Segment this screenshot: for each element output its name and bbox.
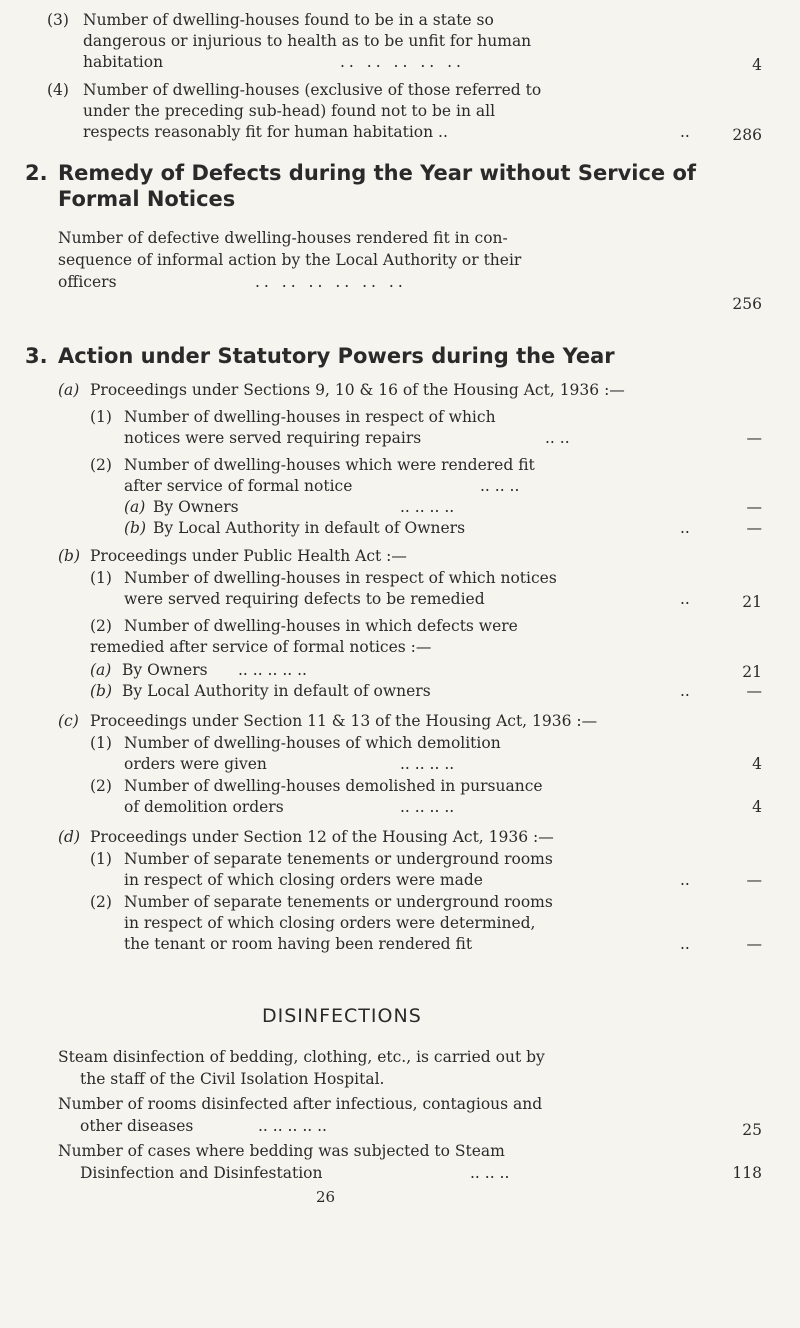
subitem-text: By Owners	[122, 661, 208, 679]
subitem-key: (b)	[124, 519, 147, 537]
leader-dots: .. .. .. .. ..	[340, 53, 465, 71]
subitem-key: (a)	[124, 498, 146, 516]
subitem-value: —	[746, 682, 762, 700]
item-text: respects reasonably fit for human habitation ..	[83, 123, 448, 141]
leader-dots: .. .. .. .. ..	[238, 661, 307, 679]
subitem-value: 21	[742, 663, 762, 681]
section-heading: Formal Notices	[58, 187, 236, 211]
item-number: (4)	[47, 81, 69, 99]
item-text: remedied after service of formal notices :—	[90, 638, 432, 656]
subsection-heading: Proceedings under Section 11 & 13 of the Housing Act, 1936 :—	[90, 712, 598, 730]
item-text: in respect of which closing orders were determined,	[124, 914, 536, 932]
section-number: 2.	[25, 161, 48, 185]
item-text: Number of separate tenements or underground rooms	[124, 893, 553, 911]
paragraph-text: Disinfection and Disinfestation	[80, 1164, 323, 1182]
leader-dots: ..	[680, 590, 690, 608]
subitem-key: (a)	[90, 661, 112, 679]
item-text: Number of dwelling-houses in respect of which	[124, 408, 496, 426]
disinfection-value: 25	[742, 1121, 762, 1139]
item-text: notices were served requiring repairs	[124, 429, 422, 447]
paragraph-text: the staff of the Civil Isolation Hospital.	[80, 1070, 385, 1088]
item-text: Number of dwelling-houses in respect of which notices	[124, 569, 557, 587]
leader-dots: .. .. .. .. .. ..	[255, 273, 407, 291]
subsection-heading: Proceedings under Section 12 of the Housing Act, 1936 :—	[90, 828, 554, 846]
section-number: 3.	[25, 344, 48, 368]
item-value: 4	[752, 755, 762, 773]
item-text: Number of dwelling-houses in which defects were	[124, 617, 518, 635]
subitem-text: By Local Authority in default of owners	[122, 682, 431, 700]
item-value: —	[746, 871, 762, 889]
item-value: —	[746, 429, 762, 447]
item-number: (3)	[47, 11, 69, 29]
item-text: after service of formal notice	[124, 477, 353, 495]
leader-dots: ..	[680, 935, 690, 953]
item-text: were served requiring defects to be remedied	[124, 590, 485, 608]
section-text: sequence of informal action by the Local Authority or their	[58, 251, 522, 269]
item-text: Number of separate tenements or underground rooms	[124, 850, 553, 868]
item-number: (2)	[90, 456, 112, 474]
paragraph-text: Steam disinfection of bedding, clothing, etc., is carried out by	[58, 1048, 545, 1066]
item-value: —	[746, 935, 762, 953]
paragraph-text: other diseases	[80, 1117, 194, 1135]
item-text: dangerous or injurious to health as to be unfit for human	[83, 32, 532, 50]
subsection-key: (a)	[58, 381, 80, 399]
leader-dots: .. .. .. ..	[400, 798, 455, 816]
item-text: habitation	[83, 53, 164, 71]
item-text: Number of dwelling-houses demolished in pursuance	[124, 777, 543, 795]
section-heading: Action under Statutory Powers during the Year	[58, 344, 615, 368]
leader-dots: .. .. ..	[470, 1164, 510, 1182]
disinfections-heading: DISINFECTIONS	[262, 1005, 422, 1027]
leader-dots: ..	[680, 519, 690, 537]
item-value: 4	[752, 798, 762, 816]
item-text: Number of dwelling-houses of which demolition	[124, 734, 501, 752]
subsection-heading: Proceedings under Sections 9, 10 & 16 of the Housing Act, 1936 :—	[90, 381, 625, 399]
leader-dots: .. .. .. ..	[400, 755, 455, 773]
leader-dots: .. .. .. .. ..	[258, 1117, 327, 1135]
paragraph-text: Number of rooms disinfected after infectious, contagious and	[58, 1095, 543, 1113]
subsection-key: (b)	[58, 547, 81, 565]
subsection-key: (c)	[58, 712, 79, 730]
item-text: under the preceding sub-head) found not to be in all	[83, 102, 496, 120]
item-number: (2)	[90, 617, 112, 635]
leader-dots: .. .. ..	[480, 477, 520, 495]
item-text: Number of dwelling-houses found to be in a state so	[83, 11, 494, 29]
item-number: (1)	[90, 850, 112, 868]
item-value: 4	[752, 56, 762, 74]
subitem-value: —	[746, 519, 762, 537]
item-number: (1)	[90, 569, 112, 587]
subitem-value: —	[746, 498, 762, 516]
section-text: Number of defective dwelling-houses rendered fit in con-	[58, 229, 508, 247]
leader-dots: ..	[680, 682, 690, 700]
disinfection-value: 118	[732, 1164, 762, 1182]
item-number: (1)	[90, 408, 112, 426]
subsection-heading: Proceedings under Public Health Act :—	[90, 547, 407, 565]
item-text: Number of dwelling-houses (exclusive of those referred to	[83, 81, 542, 99]
item-value: 21	[742, 593, 762, 611]
paragraph-text: Number of cases where bedding was subjected to Steam	[58, 1142, 505, 1160]
item-text: of demolition orders	[124, 798, 284, 816]
leader-dots: ..	[680, 871, 690, 889]
item-number: (2)	[90, 777, 112, 795]
subsection-key: (d)	[58, 828, 81, 846]
item-number: (2)	[90, 893, 112, 911]
item-text: Number of dwelling-houses which were rendered fit	[124, 456, 535, 474]
leader-dots: ..	[680, 123, 690, 141]
section-heading: Remedy of Defects during the Year without Service of	[58, 161, 697, 185]
leader-dots: .. .. .. ..	[400, 498, 455, 516]
subitem-text: By Owners	[153, 498, 239, 516]
subitem-text: By Local Authority in default of Owners	[153, 519, 466, 537]
item-text: the tenant or room having been rendered fit	[124, 935, 473, 953]
item-number: (1)	[90, 734, 112, 752]
leader-dots: .. ..	[545, 429, 570, 447]
section-value: 256	[732, 295, 762, 313]
item-value: 286	[732, 126, 762, 144]
subitem-key: (b)	[90, 682, 113, 700]
section-text: officers	[58, 273, 117, 291]
page-number: 26	[316, 1188, 336, 1206]
item-text: orders were given	[124, 755, 267, 773]
item-text: in respect of which closing orders were made	[124, 871, 483, 889]
